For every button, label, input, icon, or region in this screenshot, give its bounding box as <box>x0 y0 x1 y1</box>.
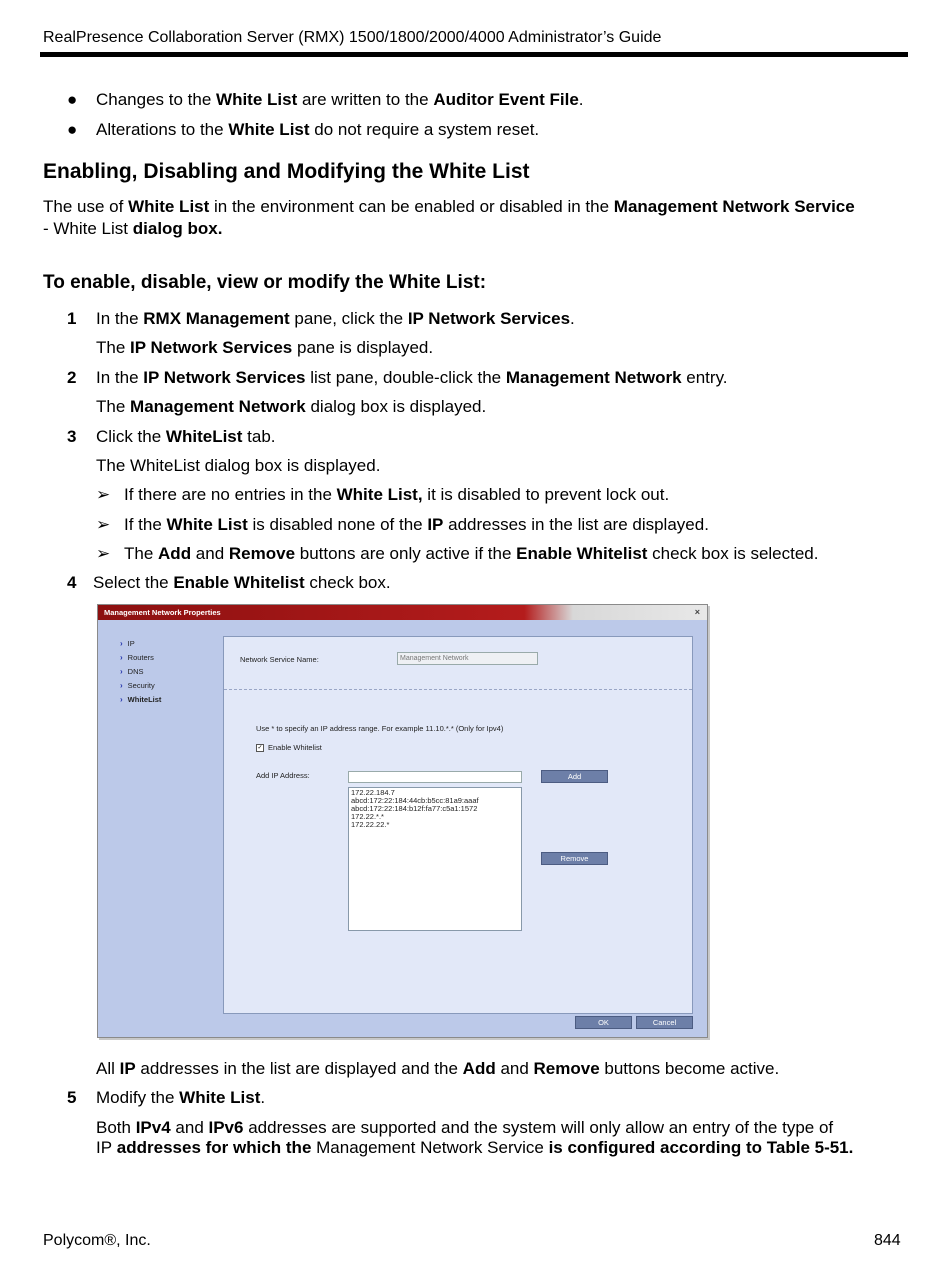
management-network-properties-dialog <box>97 604 708 1038</box>
add-ip-input[interactable] <box>348 771 522 783</box>
section-intro-line2: - White List dialog box. <box>43 219 223 238</box>
list-item[interactable]: 172.22.*.* <box>351 812 384 821</box>
nav-item-ip[interactable]: › IP <box>120 639 135 648</box>
list-item[interactable]: abcd:172:22:184:44cb:b5cc:81a9:aaaf <box>351 796 479 805</box>
bullet-dot: ● <box>67 120 78 139</box>
enable-whitelist-checkbox[interactable] <box>256 744 264 752</box>
chevron-right-icon: › <box>120 681 123 690</box>
chevron-right-icon: › <box>120 653 123 662</box>
step-3-note-2: If the White List is disabled none of the IP addresses in the list are displayed. <box>124 515 709 534</box>
step-5-result-line2: IP addresses for which the Management Network Service is configured according to Table 5-51. <box>96 1138 854 1157</box>
step-3-result: The WhiteList dialog box is displayed. <box>96 456 381 475</box>
checkmark-icon: ✓ <box>257 745 263 751</box>
arrow-bullet-icon: ➢ <box>96 515 111 534</box>
header-rule <box>40 52 908 57</box>
step-4-result: All IP addresses in the list are displayed and the Add and Remove buttons become active. <box>96 1059 780 1078</box>
range-hint: Use * to specify an IP address range. For example 11.10.*.* (Only for Ipv4) <box>256 724 504 733</box>
chevron-right-icon: › <box>120 639 123 648</box>
bullet-1: Changes to the White List are written to the Auditor Event File. <box>96 90 584 109</box>
close-icon[interactable]: × <box>694 607 700 617</box>
nav-item-routers[interactable]: › Routers <box>120 653 154 662</box>
add-button[interactable]: Add <box>541 770 608 783</box>
ip-address-list[interactable] <box>348 787 522 931</box>
chevron-right-icon: › <box>120 667 123 676</box>
step-number: 1 <box>67 309 77 328</box>
step-number: 4 <box>67 573 77 592</box>
arrow-bullet-icon: ➢ <box>96 485 111 504</box>
list-item[interactable]: 172.22.184.7 <box>351 788 395 797</box>
service-name-label: Network Service Name: <box>240 655 319 664</box>
step-1-text: In the RMX Management pane, click the IP Network Services. <box>96 309 575 328</box>
bullet-2: Alterations to the White List do not require a system reset. <box>96 120 540 139</box>
step-number: 5 <box>67 1088 77 1107</box>
step-2-result: The Management Network dialog box is displayed. <box>96 397 487 416</box>
step-number: 3 <box>67 427 77 446</box>
whitelist-panel <box>223 636 693 1014</box>
page-number: 844 <box>874 1232 901 1249</box>
chevron-right-icon: › <box>120 695 123 704</box>
nav-item-security[interactable]: › Security <box>120 681 155 690</box>
step-3-text: Click the WhiteList tab. <box>96 427 276 446</box>
service-name-field: Management Network <box>397 652 538 665</box>
divider <box>224 689 692 690</box>
running-header: RealPresence Collaboration Server (RMX) 1500/1800/2000/4000 Administrator’s Guide <box>43 29 662 46</box>
step-1-result: The IP Network Services pane is displayed. <box>96 338 434 357</box>
nav-item-whitelist[interactable]: › WhiteList <box>120 695 162 704</box>
section-heading: Enabling, Disabling and Modifying the White List <box>43 160 530 183</box>
bullet-dot: ● <box>67 90 78 109</box>
section-intro-line1: The use of White List in the environment can be enabled or disabled in the Management Network Service <box>43 197 855 216</box>
dialog-title: Management Network Properties <box>98 605 707 620</box>
remove-button[interactable]: Remove <box>541 852 608 865</box>
step-5-result-line1: Both IPv4 and IPv6 addresses are supported and the system will only allow an entry of the type of <box>96 1118 834 1137</box>
ok-button[interactable]: OK <box>575 1016 632 1029</box>
list-item[interactable]: 172.22.22.* <box>351 820 390 829</box>
step-5-text: Modify the White List. <box>96 1088 266 1107</box>
step-2-text: In the IP Network Services list pane, double-click the Management Network entry. <box>96 368 728 387</box>
arrow-bullet-icon: ➢ <box>96 544 111 563</box>
nav-item-dns[interactable]: › DNS <box>120 667 144 676</box>
step-3-note-3: The Add and Remove buttons are only active if the Enable Whitelist check box is selected. <box>124 544 819 563</box>
footer-company: Polycom®, Inc. <box>43 1232 151 1249</box>
procedure-heading: To enable, disable, view or modify the White List: <box>43 272 487 293</box>
add-ip-label: Add IP Address: <box>256 771 310 780</box>
enable-whitelist-label: Enable Whitelist <box>268 743 322 752</box>
step-3-note-1: If there are no entries in the White List, it is disabled to prevent lock out. <box>124 485 670 504</box>
list-item[interactable]: abcd:172:22:184:b12f:fa77:c5a1:1572 <box>351 804 478 813</box>
cancel-button[interactable]: Cancel <box>636 1016 693 1029</box>
step-number: 2 <box>67 368 77 387</box>
step-4-text: Select the Enable Whitelist check box. <box>93 573 391 592</box>
